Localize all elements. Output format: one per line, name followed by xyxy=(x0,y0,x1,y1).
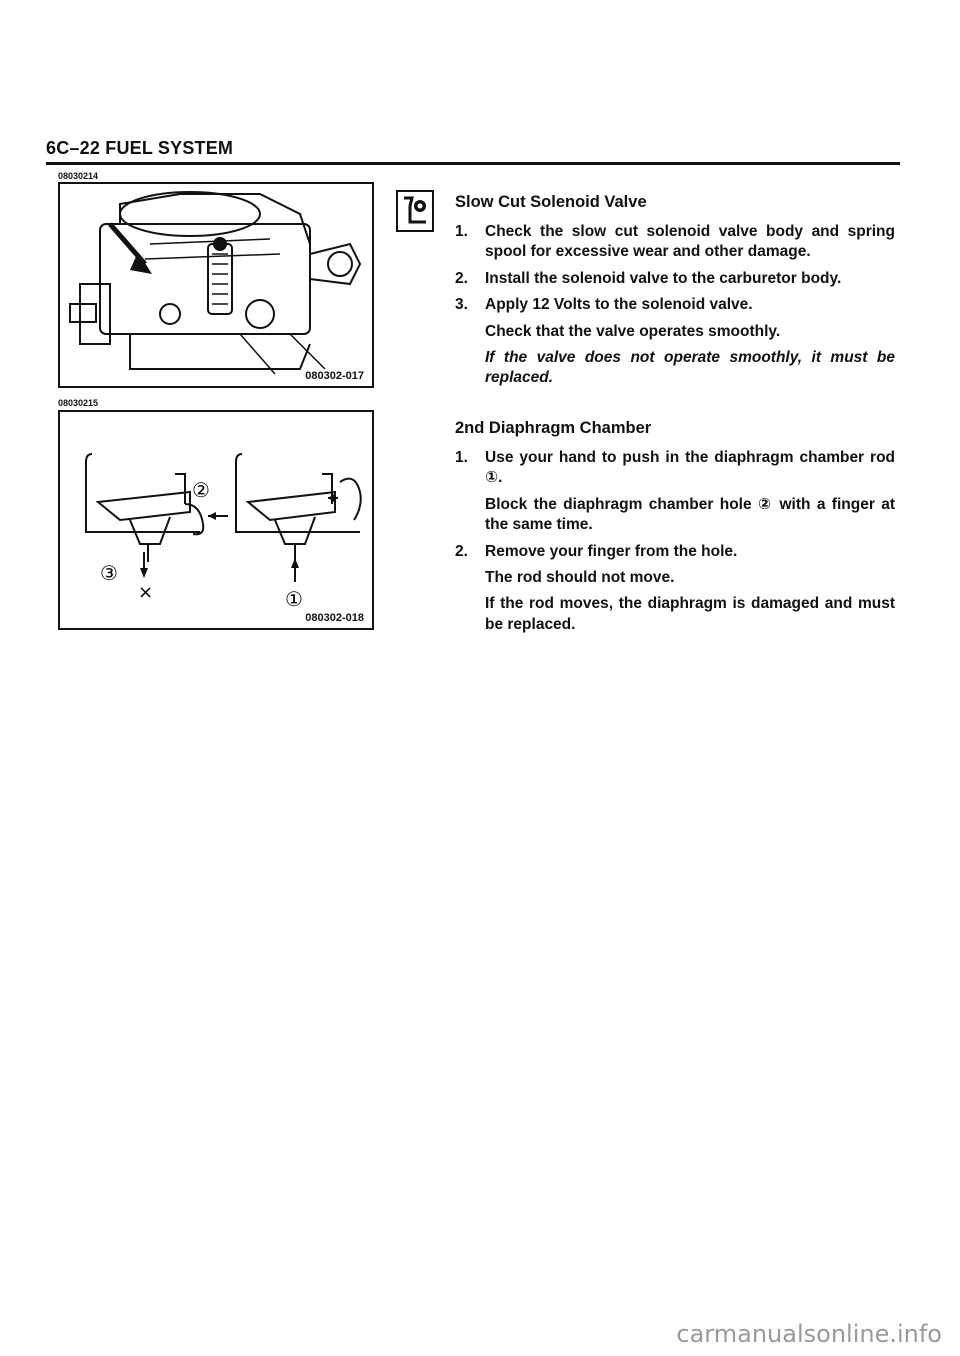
carburetor-illustration xyxy=(60,184,372,386)
diagram-cross: × xyxy=(138,582,154,603)
section-diaphragm xyxy=(455,418,895,641)
step-text: Install the solenoid valve to the carburetor body. xyxy=(485,269,842,287)
figure-carburetor xyxy=(58,182,374,388)
watermark: carmanualsonline.info xyxy=(676,1320,942,1348)
step-note: The rod should not move. xyxy=(485,569,675,587)
step-text: Apply 12 Volts to the solenoid valve. xyxy=(485,296,753,314)
figure-code-1: 080302-017 xyxy=(305,370,364,382)
figure-code-2: 080302-018 xyxy=(305,612,364,624)
step-text: Use your hand to push in the diaphragm chamber rod ①. xyxy=(485,448,895,487)
step-text: Check the slow cut solenoid valve body and spring spool for excessive wear and other damage. xyxy=(485,222,895,261)
step-item xyxy=(455,269,895,289)
step-item xyxy=(455,448,895,489)
step-number: 2. xyxy=(455,542,468,560)
step-text: Remove your finger from the hole. xyxy=(485,542,738,560)
step-number: 1. xyxy=(455,448,468,466)
figure-id-2: 08030215 xyxy=(58,398,99,408)
step-note-warning: If the rod moves, the diaphragm is damaged and must be replaced. xyxy=(485,595,895,633)
header-rule xyxy=(46,162,900,165)
diaphragm-illustration xyxy=(60,412,372,628)
section-title-diaphragm: 2nd Diaphragm Chamber xyxy=(455,419,652,437)
step-note-warning: If the valve does not operate smoothly, it must be replaced. xyxy=(485,349,895,387)
step-item xyxy=(455,222,895,263)
inspect-icon xyxy=(396,190,434,232)
diagram-label-2: ② xyxy=(192,478,210,502)
section-slow-cut xyxy=(455,192,895,395)
step-note: Block the diaphragm chamber hole ② with a finger at the same time. xyxy=(485,495,895,534)
diagram-label-1: ① xyxy=(285,587,303,611)
step-number: 2. xyxy=(455,269,468,287)
step-number: 3. xyxy=(455,296,468,314)
step-item xyxy=(455,542,895,562)
step-item xyxy=(455,295,895,315)
step-note: Check that the valve operates smoothly. xyxy=(485,322,781,340)
step-number: 1. xyxy=(455,222,468,240)
figure-id-1: 08030214 xyxy=(58,171,99,181)
figure-diaphragm xyxy=(58,410,374,630)
section-title-slow-cut: Slow Cut Solenoid Valve xyxy=(455,193,647,211)
diagram-label-3: ③ xyxy=(100,561,118,585)
page-header: 6C–22 FUEL SYSTEM xyxy=(46,138,234,158)
